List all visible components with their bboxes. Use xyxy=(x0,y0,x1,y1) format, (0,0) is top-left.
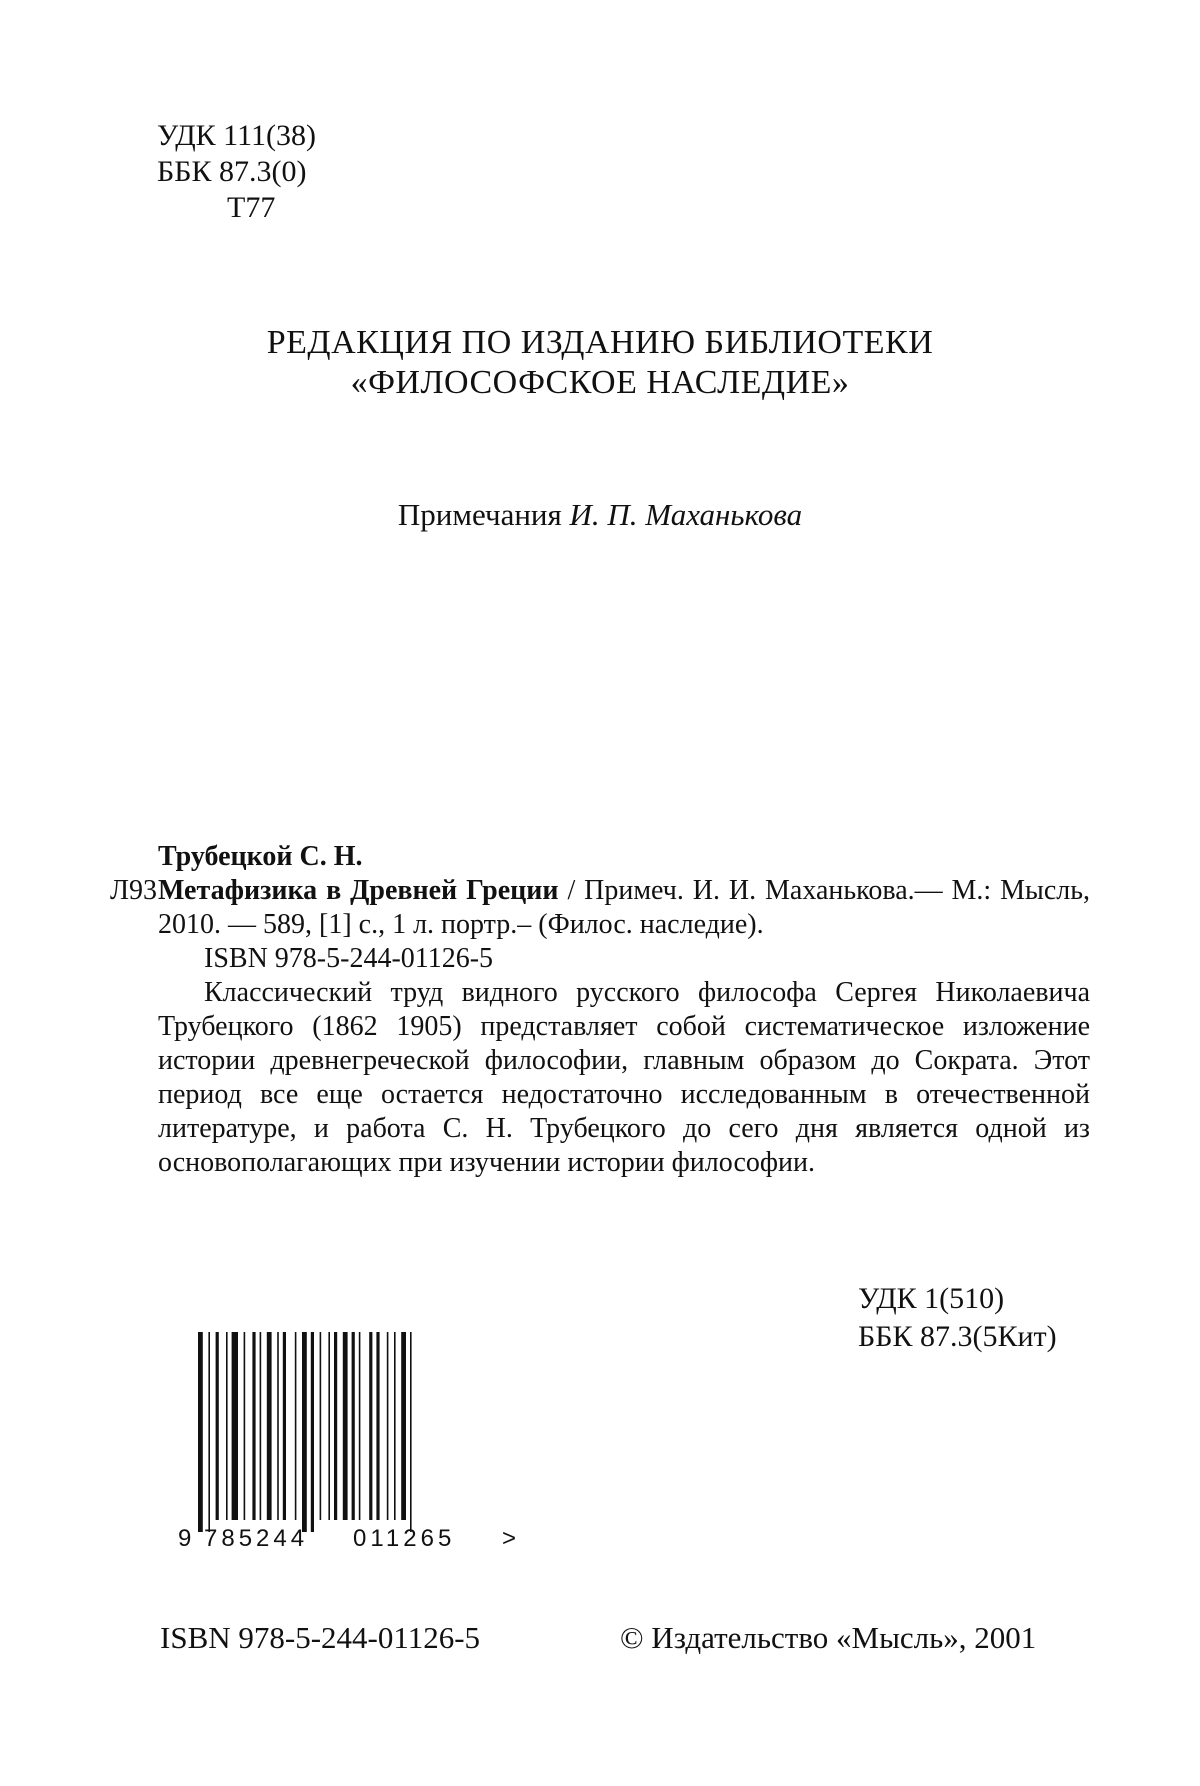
bbk-code: ББК 87.3(0) xyxy=(157,155,307,188)
barcode-bar xyxy=(252,1332,255,1520)
barcode-bar xyxy=(216,1332,219,1520)
bbk-code-bottom: ББК 87.3(5Кит) xyxy=(858,1320,1057,1353)
barcode-bar xyxy=(295,1332,297,1520)
barcode-digit-lead: 9 xyxy=(178,1525,192,1552)
record-annotation: Классический труд видного русского философа Сергея Николаевича Трубецкого (1862 1905) представляет собой систематическое изложение истории древнегреческой философии, главным образом до Сократа. Этот период все еще остается недостаточно исследованным в отечественной литературе, и работа С. Н. Трубецкого до сего дня является одной из основополагающих при изучении истории философии. xyxy=(158,977,1090,1178)
record-title: Метафизика в Древней Греции xyxy=(158,875,559,906)
barcode-bar xyxy=(260,1332,262,1520)
barcode-bar xyxy=(320,1332,322,1520)
barcode-bar xyxy=(328,1332,330,1520)
notes-credit xyxy=(0,497,1200,533)
barcode-bar xyxy=(267,1332,272,1520)
footer-copyright: © Издательство «Мысль», 2001 xyxy=(620,1620,1037,1655)
udk-code-bottom: УДК 1(510) xyxy=(858,1282,1005,1315)
record-isbn: ISBN 978-5-244-01126-5 xyxy=(204,943,494,974)
record-author: Трубецкой С. Н. xyxy=(158,841,363,872)
barcode-bar xyxy=(376,1332,379,1520)
barcode-digits-right: 011265 xyxy=(353,1525,456,1552)
barcode-bar xyxy=(401,1332,406,1520)
record-sign: Л93 xyxy=(110,875,157,906)
notes-prefix: Примечания xyxy=(397,497,562,532)
barcode-bar xyxy=(334,1332,337,1520)
notes-author-name: И. П. Маханькова xyxy=(569,497,803,532)
barcode-bar xyxy=(352,1332,355,1520)
barcode-bar xyxy=(343,1332,348,1520)
barcode-bar xyxy=(410,1332,412,1532)
editorial-line-2: «ФИЛОСОФСКОЕ НАСЛЕДИЕ» xyxy=(350,364,850,401)
barcode-bar xyxy=(198,1332,203,1532)
footer-isbn: ISBN 978-5-244-01126-5 xyxy=(160,1620,481,1655)
record-title-row xyxy=(110,874,1090,942)
record-imprint: / Примеч. И. И. Маханькова.— М.: Мысль, 2010. — 589, [1] с., 1 л. портр.– (Филос. наследие). xyxy=(158,875,1090,940)
isbn-barcode xyxy=(170,1332,530,1557)
editorial-line-1: РЕДАКЦИЯ ПО ИЗДАНИЮ БИБЛИОТЕКИ xyxy=(266,324,934,361)
record-description xyxy=(158,874,1090,942)
barcode-bars xyxy=(198,1332,412,1532)
barcode-bar xyxy=(277,1332,279,1520)
barcode-bar xyxy=(369,1332,372,1520)
editorial-heading xyxy=(0,323,1200,403)
barcode-bar xyxy=(232,1332,238,1520)
barcode-bar xyxy=(208,1332,210,1532)
barcode-quiet-zone-mark: > xyxy=(502,1525,517,1552)
classification-block-top xyxy=(157,118,316,226)
barcode-bar xyxy=(387,1332,389,1520)
barcode-bar xyxy=(283,1332,286,1520)
classification-block-bottom xyxy=(858,1280,1057,1356)
barcode-bar xyxy=(359,1332,361,1520)
barcode-bar xyxy=(302,1332,307,1532)
bibliographic-record xyxy=(110,840,1090,1180)
barcode-bar xyxy=(394,1332,396,1520)
udk-code: УДК 111(38) xyxy=(157,119,316,152)
barcode-bar xyxy=(311,1332,314,1532)
barcode-digits-left: 785244 xyxy=(204,1525,309,1552)
barcode-bar xyxy=(244,1332,246,1520)
author-sign: Т77 xyxy=(227,191,276,224)
barcode-bar xyxy=(226,1332,228,1520)
